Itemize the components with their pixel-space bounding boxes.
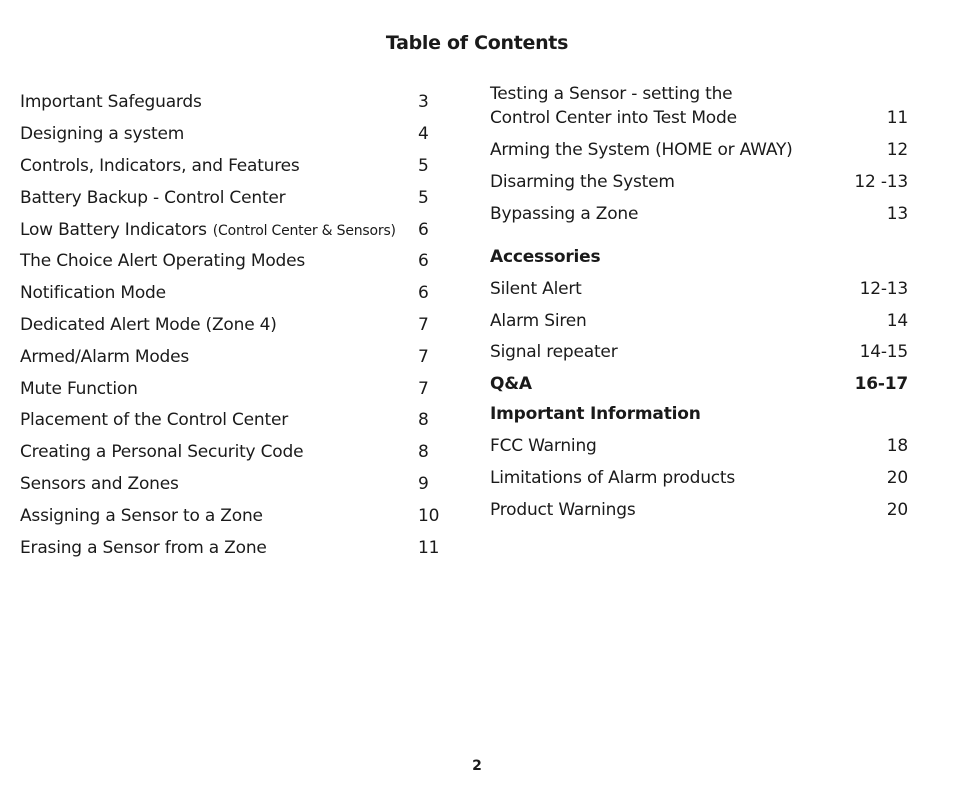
toc-entry[interactable]: [490, 340, 908, 364]
toc-entry[interactable]: [20, 536, 438, 560]
toc-entry[interactable]: [490, 138, 908, 162]
toc-entry[interactable]: [490, 434, 908, 458]
toc-entry-page: 7: [418, 379, 429, 399]
toc-entry-label: Bypassing a Zone: [490, 204, 639, 224]
toc-entry-label: Erasing a Sensor from a Zone: [20, 538, 267, 558]
toc-entry-page: 5: [418, 156, 429, 176]
toc-entry-label-line1: Testing a Sensor - setting the: [490, 84, 733, 104]
toc-entry[interactable]: [20, 472, 438, 496]
toc-entry[interactable]: [490, 170, 908, 194]
toc-entry-page: 11: [418, 538, 440, 558]
toc-entry-page: 16-17: [854, 374, 908, 394]
toc-section-heading: [490, 402, 908, 426]
page-number: 2: [472, 758, 482, 774]
toc-entry-label-text: Low Battery Indicators: [20, 220, 207, 240]
toc-entry-label: Q&A: [490, 374, 532, 394]
toc-entry-page: 14: [886, 311, 908, 331]
toc-entry-page: 10: [418, 506, 440, 526]
toc-entry-label: Signal repeater: [490, 342, 618, 362]
toc-entry[interactable]: [490, 309, 908, 333]
toc-entry[interactable]: [490, 498, 908, 522]
toc-entry[interactable]: [20, 154, 438, 178]
toc-entry-label: Creating a Personal Security Code: [20, 442, 304, 462]
toc-entry[interactable]: [490, 466, 908, 490]
toc-entry-page: 8: [418, 442, 429, 462]
toc-entry-label: Designing a system: [20, 124, 185, 144]
toc-entry-page: 9: [418, 474, 429, 494]
toc-entry-label: Assigning a Sensor to a Zone: [20, 506, 263, 526]
toc-entry[interactable]: [20, 186, 438, 210]
toc-entry-page: 18: [886, 436, 908, 456]
toc-entry-page: 6: [418, 283, 429, 303]
toc-entry[interactable]: [490, 372, 908, 396]
toc-entry-page: 4: [418, 124, 429, 144]
toc-entry-label: Sensors and Zones: [20, 474, 179, 494]
toc-entry[interactable]: [20, 345, 438, 369]
toc-entry[interactable]: [20, 504, 438, 528]
toc-entry[interactable]: [490, 202, 908, 226]
toc-entry-label: Battery Backup - Control Center: [20, 188, 286, 208]
toc-entry[interactable]: [20, 313, 438, 337]
toc-entry-page: 12: [886, 140, 908, 160]
toc-entry-label: Placement of the Control Center: [20, 410, 289, 430]
toc-entry-label: The Choice Alert Operating Modes: [20, 251, 306, 271]
toc-entry-label: Important Safeguards: [20, 92, 202, 112]
page-title: Table of Contents: [385, 32, 569, 54]
toc-entry[interactable]: [20, 377, 438, 401]
toc-entry-page: 7: [418, 347, 429, 367]
toc-section-label: Important Information: [490, 404, 701, 424]
toc-entry-label: [20, 218, 396, 243]
toc-entry-page: 8: [418, 410, 429, 430]
toc-entry-label: [490, 82, 737, 130]
toc-entry[interactable]: [490, 82, 908, 130]
toc-entry-label: Silent Alert: [490, 279, 582, 299]
toc-entry[interactable]: [20, 122, 438, 146]
toc-entry-page: 11: [886, 108, 908, 128]
toc-entry-label: Armed/Alarm Modes: [20, 347, 190, 367]
toc-entry-page: 5: [418, 188, 429, 208]
toc-entry-page: 14-15: [859, 342, 908, 362]
toc-entry[interactable]: [20, 440, 438, 464]
toc-entry-note: (Control Center & Sensors): [212, 223, 396, 239]
toc-entry-label: Alarm Siren: [490, 311, 587, 331]
toc-entry[interactable]: [20, 90, 438, 114]
toc-entry-label: FCC Warning: [490, 436, 597, 456]
toc-entry-label: Notification Mode: [20, 283, 166, 303]
toc-section-label: Accessories: [490, 247, 601, 267]
toc-entry-page: 6: [418, 220, 429, 240]
toc-entry-label-line2: Control Center into Test Mode: [490, 108, 737, 128]
toc-entry[interactable]: [20, 408, 438, 432]
toc-entry-page: 3: [418, 92, 429, 112]
toc-entry-page: 20: [886, 468, 908, 488]
toc-entry[interactable]: [490, 277, 908, 301]
toc-entry-label: Arming the System (HOME or AWAY): [490, 140, 793, 160]
toc-entry-label: Controls, Indicators, and Features: [20, 156, 300, 176]
toc-entry-label: Product Warnings: [490, 500, 636, 520]
toc-entry-page: 20: [886, 500, 908, 520]
toc-entry-page: 13: [886, 204, 908, 224]
toc-entry-page: 12 -13: [854, 172, 908, 192]
toc-entry-page: 7: [418, 315, 429, 335]
toc-entry-page: 6: [418, 251, 429, 271]
toc-entry-label: Limitations of Alarm products: [490, 468, 736, 488]
toc-entry[interactable]: [20, 218, 438, 242]
toc-entry-label: Mute Function: [20, 379, 138, 399]
toc-section-heading: [490, 245, 908, 269]
toc-entry[interactable]: [20, 249, 438, 273]
toc-entry[interactable]: [20, 281, 438, 305]
toc-entry-label: Disarming the System: [490, 172, 675, 192]
toc-entry-page: 12-13: [859, 279, 908, 299]
toc-entry-label: Dedicated Alert Mode (Zone 4): [20, 315, 277, 335]
